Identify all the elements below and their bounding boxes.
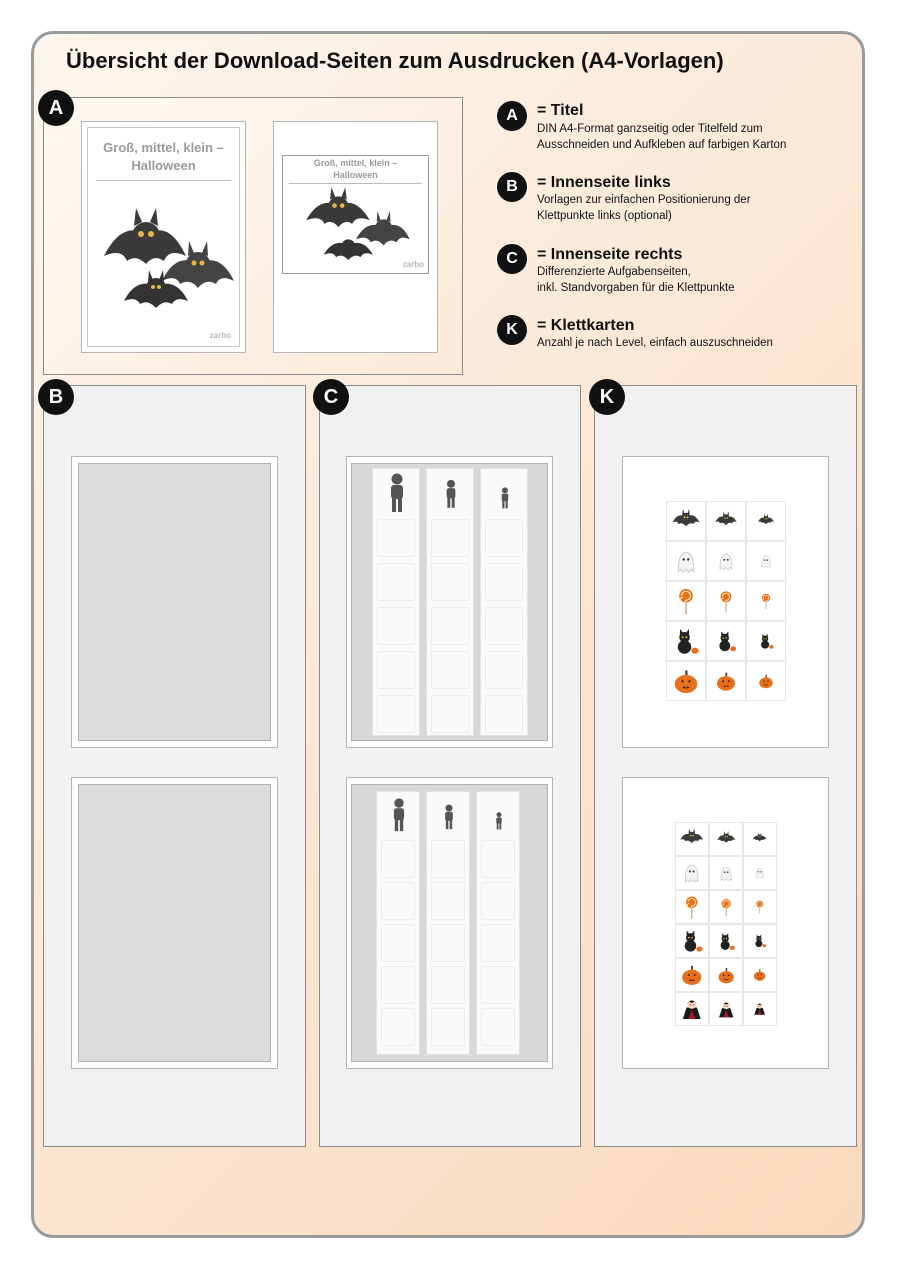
legend-heading-c: = Innenseite rechts — [537, 246, 683, 263]
legend-text-c-1: Differenzierte Aufgabenseiten, — [537, 266, 691, 278]
lollipop-icon — [714, 589, 738, 613]
ghost-icon — [752, 865, 767, 880]
black-cat-icon — [714, 629, 738, 653]
velcro-card[interactable] — [743, 822, 777, 856]
bat-icon — [714, 509, 738, 533]
velcro-card[interactable] — [675, 992, 709, 1026]
page-title: Übersicht der Download-Seiten zum Ausdrucken (A4-Vorlagen) — [66, 48, 724, 73]
pumpkin-icon — [716, 965, 736, 985]
velcro-card[interactable] — [675, 924, 709, 958]
person-silhouette-icon — [443, 479, 459, 509]
legend-heading-a: = Titel — [537, 102, 584, 119]
right-page-1-area — [351, 463, 548, 741]
lollipop-icon — [671, 586, 701, 616]
legend-text-b-2: Klettpunkte links (optional) — [537, 210, 672, 222]
legend-badge-c: C — [497, 244, 527, 274]
black-cat-icon — [671, 626, 701, 656]
person-silhouette-icon — [386, 473, 408, 513]
velcro-card[interactable] — [706, 661, 746, 701]
size-column-small — [480, 468, 528, 736]
black-cat-icon — [679, 928, 705, 954]
card-sheet-1[interactable] — [622, 456, 829, 748]
legend-badge-b: B — [497, 172, 527, 202]
lollipop-icon — [716, 897, 736, 917]
black-cat-icon — [757, 632, 775, 650]
vampire-icon — [716, 999, 736, 1019]
bat-icon — [679, 826, 705, 852]
black-cat-icon — [716, 931, 736, 951]
velcro-card[interactable] — [746, 541, 786, 581]
legend-text-b-1: Vorlagen zur einfachen Positionierung der — [537, 194, 751, 206]
velcro-card[interactable] — [675, 856, 709, 890]
right-page-2[interactable] — [346, 777, 553, 1069]
size-column-medium-2 — [426, 791, 470, 1055]
cover-divider — [96, 180, 231, 181]
velcro-card[interactable] — [709, 958, 743, 992]
size-column-large-2 — [376, 791, 420, 1055]
cover-title-line1: Groß, mittel, klein – — [103, 140, 224, 155]
velcro-card[interactable] — [709, 992, 743, 1026]
bat-group-illustration-small — [301, 178, 411, 270]
cover-sheet-full[interactable] — [81, 121, 246, 353]
pumpkin-icon — [757, 672, 775, 690]
pumpkin-icon — [752, 967, 767, 982]
velcro-card[interactable] — [746, 661, 786, 701]
ghost-icon — [757, 552, 775, 570]
ghost-icon — [679, 860, 705, 886]
velcro-card[interactable] — [706, 541, 746, 581]
bat-icon — [306, 187, 370, 227]
velcro-card[interactable] — [743, 856, 777, 890]
left-page-2[interactable] — [71, 777, 278, 1069]
publisher-logo: zarbo — [209, 331, 231, 340]
title-field — [282, 155, 429, 274]
badge-a: A — [38, 90, 74, 126]
pumpkin-icon — [679, 962, 705, 988]
lollipop-icon — [752, 899, 767, 914]
velcro-card[interactable] — [666, 621, 706, 661]
field-title-line1: Groß, mittel, klein – — [313, 158, 398, 168]
publisher-logo-small: zarbo — [402, 260, 424, 269]
card-sheet-2[interactable] — [622, 777, 829, 1069]
velcro-card[interactable] — [709, 890, 743, 924]
bat-icon — [671, 506, 701, 536]
legend-text-c-2: inkl. Standvorgaben für die Klettpunkte — [537, 282, 735, 294]
velcro-card[interactable] — [746, 621, 786, 661]
pumpkin-icon — [671, 666, 701, 696]
legend-badge-k: K — [497, 315, 527, 345]
velcro-card[interactable] — [706, 501, 746, 541]
bat-icon — [324, 239, 373, 260]
ghost-icon — [716, 863, 736, 883]
bat-group-illustration — [94, 186, 234, 326]
cover-inner-border — [87, 127, 240, 347]
size-column-small-2 — [476, 791, 520, 1055]
cover-title-line2: Halloween — [131, 158, 196, 173]
velcro-card[interactable] — [709, 856, 743, 890]
velcro-card[interactable] — [746, 581, 786, 621]
bat-icon — [757, 512, 775, 530]
person-silhouette-icon — [442, 804, 456, 830]
badge-c: C — [313, 379, 349, 415]
lollipop-icon — [757, 592, 775, 610]
velcro-card[interactable] — [675, 822, 709, 856]
person-silhouette-icon — [389, 798, 409, 832]
legend-text-a-1: DIN A4-Format ganzseitig oder Titelfeld zum — [537, 123, 763, 135]
left-page-1-area — [78, 463, 271, 741]
velcro-card[interactable] — [709, 822, 743, 856]
vampire-icon — [679, 996, 705, 1022]
velcro-card[interactable] — [666, 581, 706, 621]
velcro-card[interactable] — [743, 890, 777, 924]
velcro-card[interactable] — [666, 501, 706, 541]
velcro-card[interactable] — [666, 541, 706, 581]
size-column-large — [372, 468, 420, 736]
velcro-card[interactable] — [675, 958, 709, 992]
velcro-card[interactable] — [666, 661, 706, 701]
left-page-2-area — [78, 784, 271, 1062]
velcro-card[interactable] — [743, 924, 777, 958]
bat-icon — [104, 208, 186, 264]
badge-b: B — [38, 379, 74, 415]
cover-sheet-cutout[interactable] — [273, 121, 438, 353]
vampire-icon — [752, 1001, 767, 1016]
field-title-line2: Halloween — [333, 170, 378, 180]
velcro-card[interactable] — [706, 581, 746, 621]
legend-badge-a: A — [497, 101, 527, 131]
black-cat-icon — [752, 933, 767, 948]
velcro-card[interactable] — [746, 501, 786, 541]
legend-text-a-2: Ausschneiden und Aufkleben auf farbigen Karton — [537, 139, 787, 151]
size-column-medium — [426, 468, 474, 736]
right-page-2-area — [351, 784, 548, 1062]
legend-heading-k: = Klettkarten — [537, 317, 635, 334]
left-page-1[interactable] — [71, 456, 278, 748]
velcro-card[interactable] — [706, 621, 746, 661]
velcro-card[interactable] — [675, 890, 709, 924]
legend-heading-b: = Innenseite links — [537, 174, 671, 191]
lollipop-icon — [679, 894, 705, 920]
right-page-1[interactable] — [346, 456, 553, 748]
person-silhouette-icon — [499, 487, 511, 509]
velcro-card[interactable] — [743, 992, 777, 1026]
pumpkin-icon — [714, 669, 738, 693]
badge-k: K — [589, 379, 625, 415]
person-silhouette-icon — [494, 812, 504, 830]
ghost-icon — [671, 546, 701, 576]
legend-text-k-1: Anzahl je nach Level, einfach auszuschneiden — [537, 337, 773, 349]
bat-icon — [716, 829, 736, 849]
ghost-icon — [714, 549, 738, 573]
bat-icon — [752, 831, 767, 846]
velcro-card[interactable] — [709, 924, 743, 958]
velcro-card[interactable] — [743, 958, 777, 992]
